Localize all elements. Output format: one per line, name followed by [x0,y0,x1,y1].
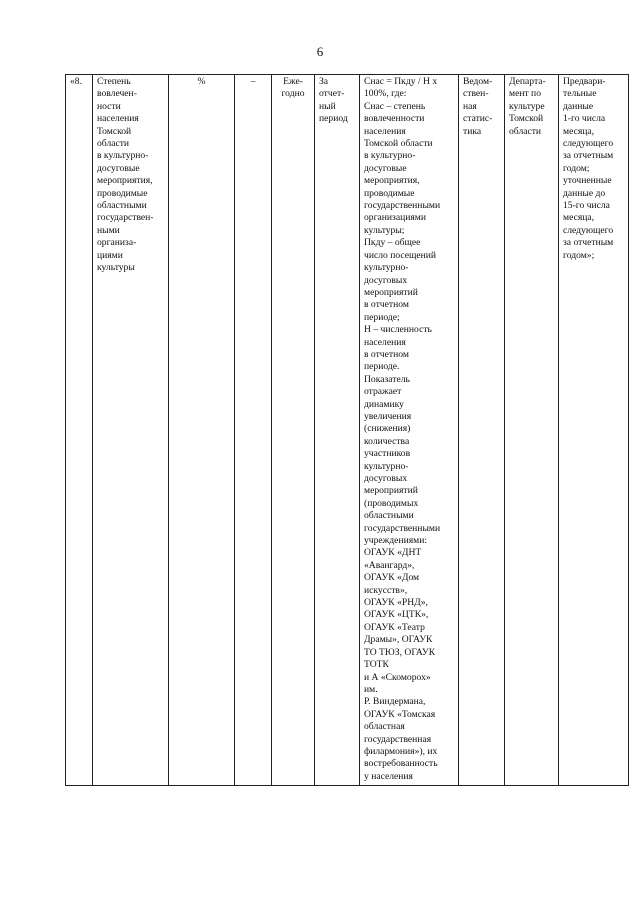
cell-data-source: Ведом- ствен- ная статис- тика [459,75,505,786]
cell-formula-description: Снас = Пкду / Н х 100%, где: Снас – степень вовлеченности населения Томской области в культурно- досуговые мероприятия, проводимые государственными организациями культуры; Пкду – общее число посещений культурно- досуговых мероприятий в отчетном периоде; Н – численность населения в отчетном периоде. Показатель отражает динамику увеличения (снижения) количества участников культурно- досуговых мероприятий (проводимых областными государственными учреждениями: ОГАУК «ДНТ «Авангард», ОГАУК «Дом искусств», ОГАУК «РНД», ОГАУК «ЦТК», ОГАУК «Театр Драмы», ОГАУК ТО ТЮЗ, ОГАУК ТОТК и А «Скоморох» им. Р. Виндермана, ОГАУК «Томская областная государственная филармония»), их востребованность у населения [360,75,459,786]
cell-frequency: Еже- годно [272,75,315,786]
cell-dash: – [235,75,272,786]
cell-unit: % [169,75,235,786]
table-row [66,75,629,786]
cell-row-number: «8. [66,75,93,786]
cell-timing: Предвари- тельные данные 1-го числа месяца, следующего за отчетным годом; уточненные данные до 15-го числа месяца, следующего за отчетным годом»; [559,75,629,786]
indicator-table [65,74,629,786]
cell-period: За отчет- ный период [315,75,360,786]
cell-responsible: Департа- мент по культуре Томской области [505,75,559,786]
cell-indicator-name: Степень вовлечен- ности населения Томской области в культурно- досуговые мероприятия, проводимые областными государствен- ными организа- циями культуры [93,75,169,786]
page-number: 6 [316,44,324,59]
